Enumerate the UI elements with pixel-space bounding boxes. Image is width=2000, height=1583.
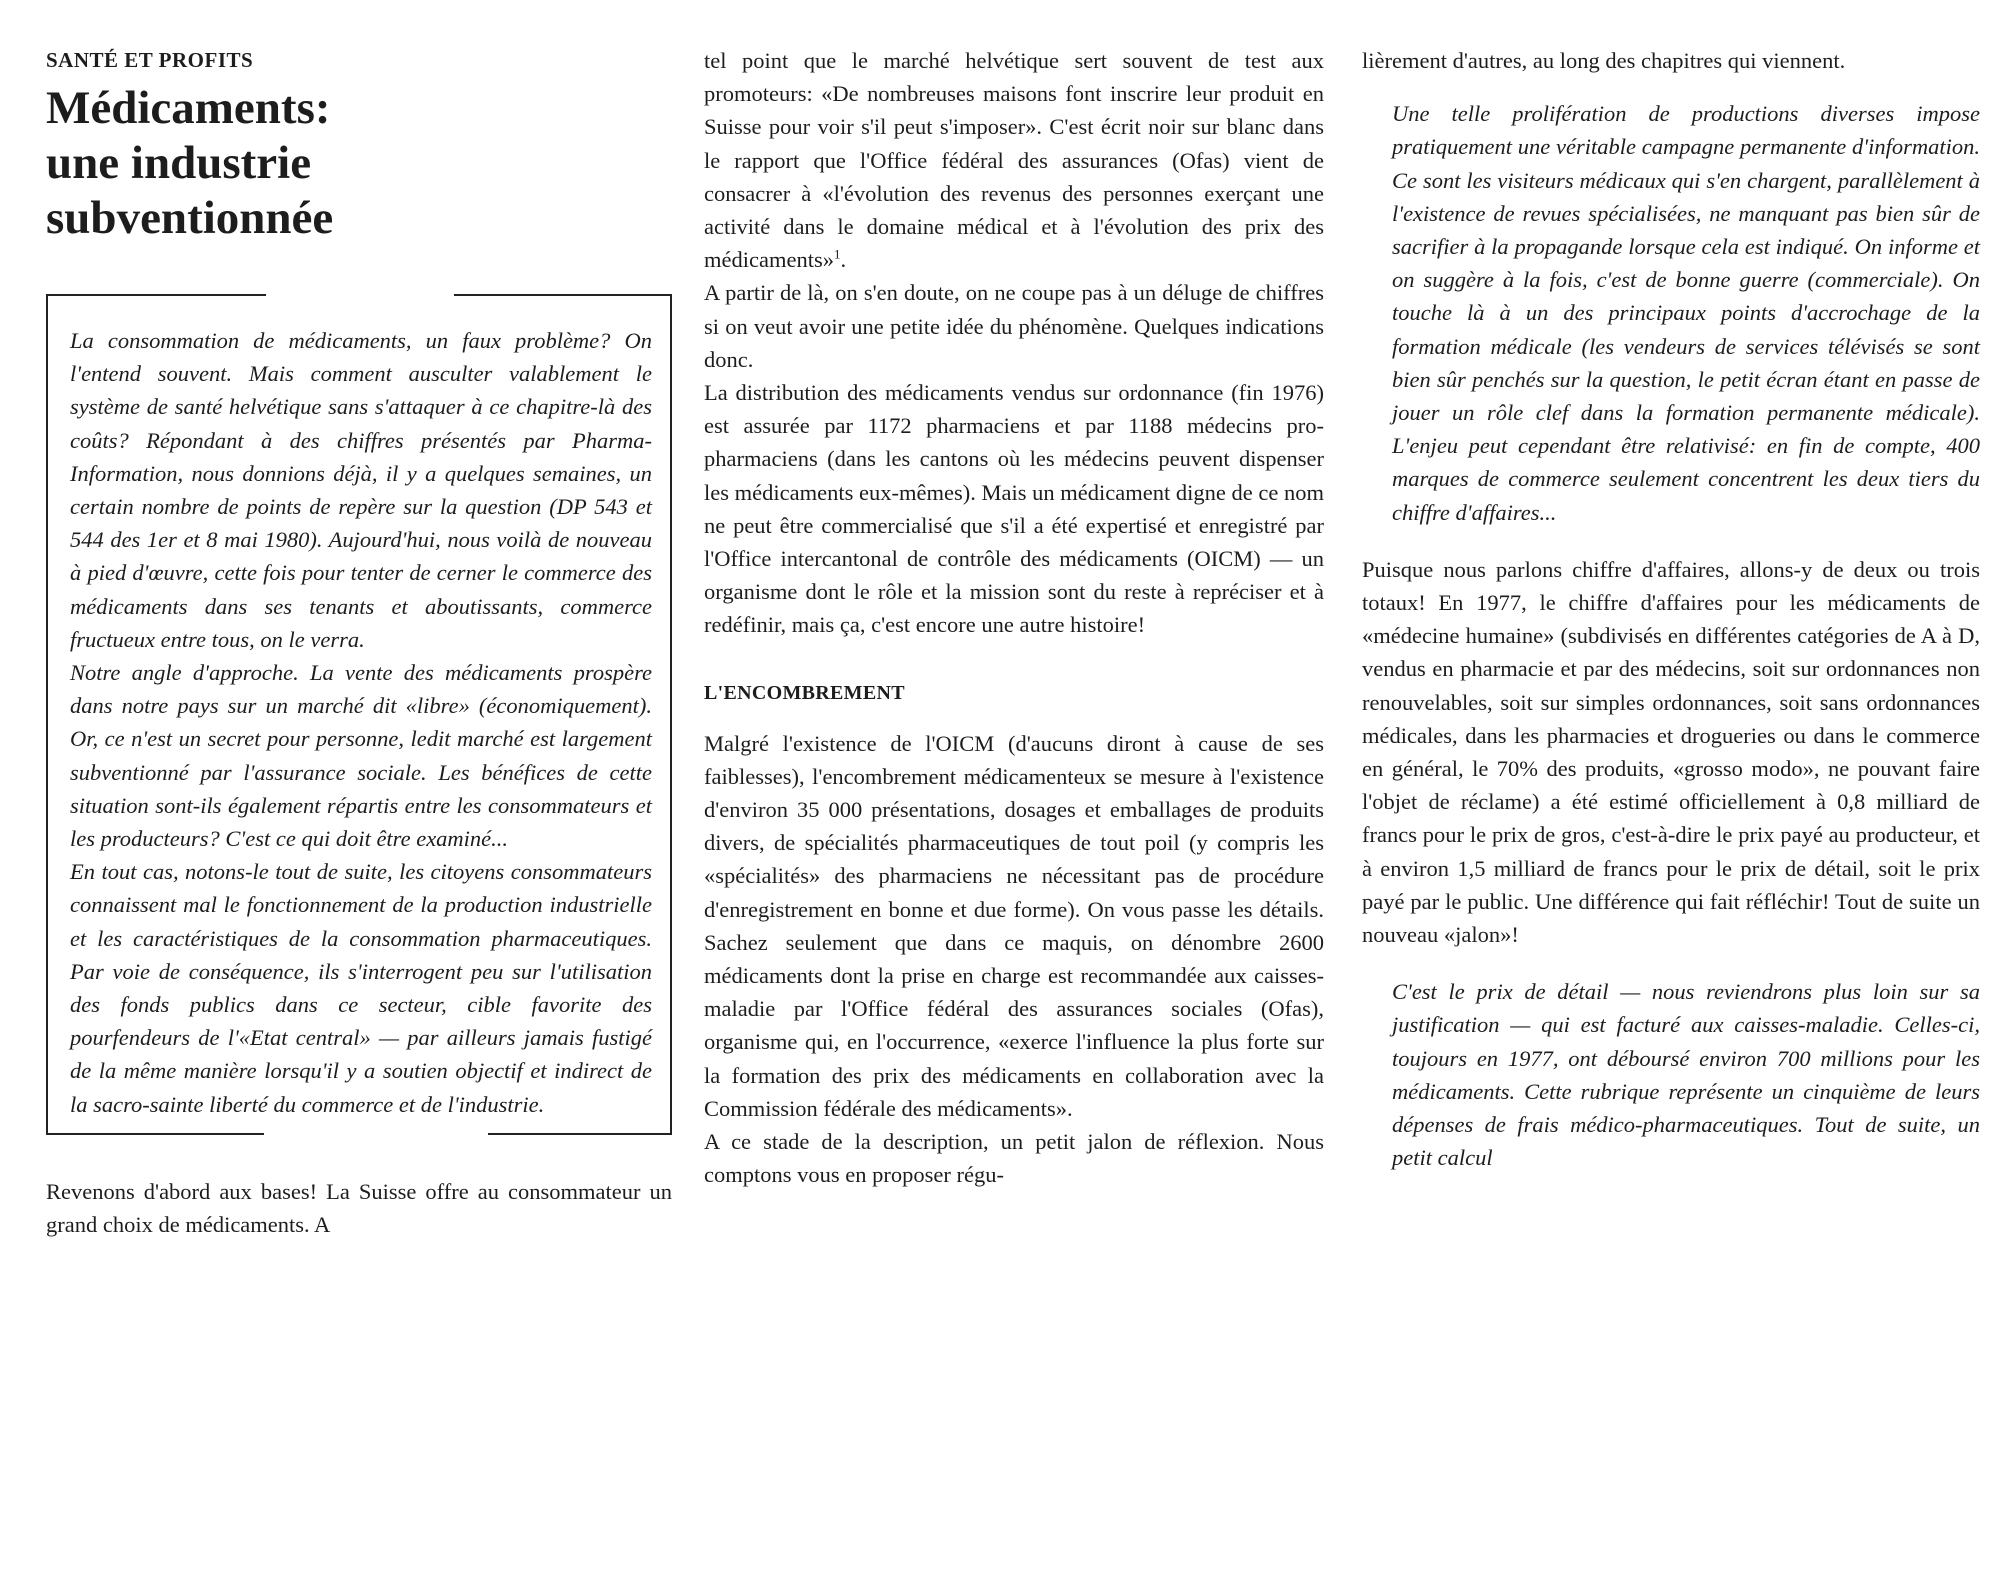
col2-paragraph-5: A ce stade de la description, un petit jalon de réflexion. Nous comptons vous en proposer régu- [704, 1129, 1324, 1188]
intro-paragraph-3: En tout cas, notons-le tout de suite, les citoyens consommateurs connaissent mal le fonctionnement de la production industrielle et les caractéristiques de la consommation pharmaceutiques. Par voie de conséquence, ils s'interrogent peu sur l'utilisation des fonds publics dans ce secteur, cible favorite des pourfendeurs de l'«Etat central» — par ailleurs jamais fustigé de la même manière lorsqu'il y a soutien objectif et indirect de la sacro-sainte liberté du commerce et de l'industrie. [70, 859, 652, 1117]
col3-quote-1: Une telle prolifération de productions diverses impose pratiquement une véritable campagne permanente d'information. Ce sont les visiteurs médicaux qui s'en chargent, parallèlement à l'existence de revues spécialisées, ne manquant pas bien sûr de sacrifier à la propagande lorsque cela est indiqué. On informe et on suggère à la fois, c'est de bonne guerre (commerciale). On touche là à un des principaux points d'accrochage de la formation médicale (les vendeurs de services télévisés se sont bien sûr penchés sur la question, le petit écran étant en passe de jouer un rôle clef dans la formation permanente médicale). L'enjeu peut cependant être relativisé: en fin de compte, 400 marques de commerce seulement concentrent les deux tiers du chiffre d'affaires... [1392, 101, 1980, 525]
spacer [1362, 951, 1980, 975]
box-rule-bottom-right [488, 1133, 672, 1135]
spacer [1362, 529, 1980, 553]
headline [46, 81, 672, 246]
box-rule-bottom-left [46, 1133, 264, 1135]
col2-paragraph-4: Malgré l'existence de l'OICM (d'aucuns diront à cause de ses faiblesses), l'encombrement médicamenteux se mesure à l'existence d'environ 35 000 présentations, dosages et emballages de produits divers, de spécialités pharmaceutiques de tout poil (y compris les «spécialités» des pharmaciens ne nécessitant pas de procédure d'enregistrement en bonne et due forme). On vous passe les détails. Sachez seulement que dans ce maquis, on dénombre 2600 médicaments dont la prise en charge est recommandée aux caisses-maladie par l'Office fédéral des assurances sociales (Ofas), organisme qui, en l'occurrence, «exerce l'influence la plus forte sur la formation des prix des médicaments en collaboration avec la Commission fédérale des médicaments». [704, 730, 1324, 1121]
spacer [1362, 77, 1980, 97]
col3-paragraph-2: Puisque nous parlons chiffre d'affaires, allons-y de deux ou trois totaux! En 1977, le chiffre d'affaires pour les médicaments de «médecine humaine» (subdivisés en différentes catégories de A à D, vendus en pharmacie et par des médecins, soit sur ordonnances non renouvelables, soit sur simples ordonnances, soit sans ordonnances médicales, dans les pharmacies et drogueries ou dans le commerce en général, le 70% des produits, «grosso modo», ne pouvant faire l'objet de réclame) a été estimé officiellement à 0,8 milliard de francs pour le prix de gros, c'est-à-dire le prix payé au producteur, et à environ 1,5 milliard de francs pour le prix de détail, soit le prix payé par le public. Une différence qui fait réfléchir! Tout de suite un nouveau «jalon»! [1362, 556, 1980, 948]
intro-paragraph-2: Notre angle d'approche. La vente des médicaments prospère dans notre pays sur un marché dit «libre» (économiquement). Or, ce n'est un secret pour personne, ledit marché est largement subventionné par l'assurance sociale. Les bénéfices de cette situation sont-ils également répartis entre les consommateurs et les producteurs? C'est ce qui doit être examiné... [70, 660, 652, 852]
headline-line-1: Médicaments: [46, 82, 331, 134]
column-2 [704, 44, 1324, 1192]
box-rule-top-right [454, 294, 672, 296]
column-1 [46, 44, 672, 1241]
section-heading: L'ENCOMBREMENT [704, 681, 905, 704]
col2-paragraph-3: La distribution des médicaments vendus sur ordonnance (fin 1976) est assurée par 1172 pharmaciens et par 1188 médecins pro-pharmaciens (dans les cantons où les médecins peuvent dispenser les médicaments eux-mêmes). Mais un médicament digne de ce nom ne peut être commercialisé que s'il a été expertisé et enregistré par l'Office intercantonal de contrôle des médicaments (OICM) — un organisme dont le rôle et la mission sont du reste à repréciser et à redéfinir, mais ça, c'est encore une autre histoire! [704, 380, 1324, 638]
col3-quote-2: C'est le prix de détail — nous reviendrons plus loin sur sa justification — qui est facturé aux caisses-maladie. Celles-ci, toujours en 1977, ont déboursé environ 700 millions pour les médicaments. Cette rubrique représente un cinquième de leurs dépenses de frais médico-pharmaceutiques. Tout de suite, un petit calcul [1392, 979, 1980, 1171]
col2-paragraph-1-end: . [840, 247, 847, 273]
col1-body: Revenons d'abord aux bases! La Suisse offre au consommateur un grand choix de médicaments. A [46, 1178, 672, 1238]
kicker: SANTÉ ET PROFITS [46, 48, 254, 72]
headline-line-2: une industrie [46, 137, 312, 189]
col3-paragraph-1: lièrement d'autres, au long des chapitres qui viennent. [1362, 48, 1846, 73]
col2-paragraph-2: A partir de là, on s'en doute, on ne coupe pas à un déluge de chiffres si on veut avoir une petite idée du phénomène. Quelques indications donc. [704, 280, 1324, 372]
headline-line-3: subventionnée [46, 192, 334, 244]
intro-box [46, 294, 672, 1135]
intro-paragraph-1: La consommation de médicaments, un faux problème? On l'entend souvent. Mais comment ausculter valablement le système de santé helvétique sans s'attaquer à ce chapitre-là des coûts? Répondant à des chiffres présentés par Pharma-Information, nous donnions déjà, il y a quelques semaines, un certain nombre de points de repère sur la question (DP 543 et 544 des 1er et 8 mai 1980). Aujourd'hui, nous voilà de nouveau à pied d'œuvre, cette fois pour tenter de cerner le commerce des médicaments dans ses tenants et aboutissants, commerce fructueux entre tous, on le verra. [70, 328, 652, 652]
footnote-ref: 1 [833, 246, 841, 262]
col2-paragraph-1-text: tel point que le marché helvétique sert souvent de test aux promoteurs: «De nombreuses maisons font inscrire leur produit en Suisse pour voir s'il peut s'imposer». C'est écrit noir sur blanc dans le rapport que l'Office fédéral des assurances (Ofas) vient de consacrer à «l'évolution des revenus des personnes exerçant une activité dans le domaine médical et à l'évolution des prix des médicaments» [704, 48, 1324, 273]
col2-paragraph-1 [704, 44, 1324, 276]
box-rule-top-left [46, 294, 266, 296]
column-3 [1362, 44, 1980, 1175]
